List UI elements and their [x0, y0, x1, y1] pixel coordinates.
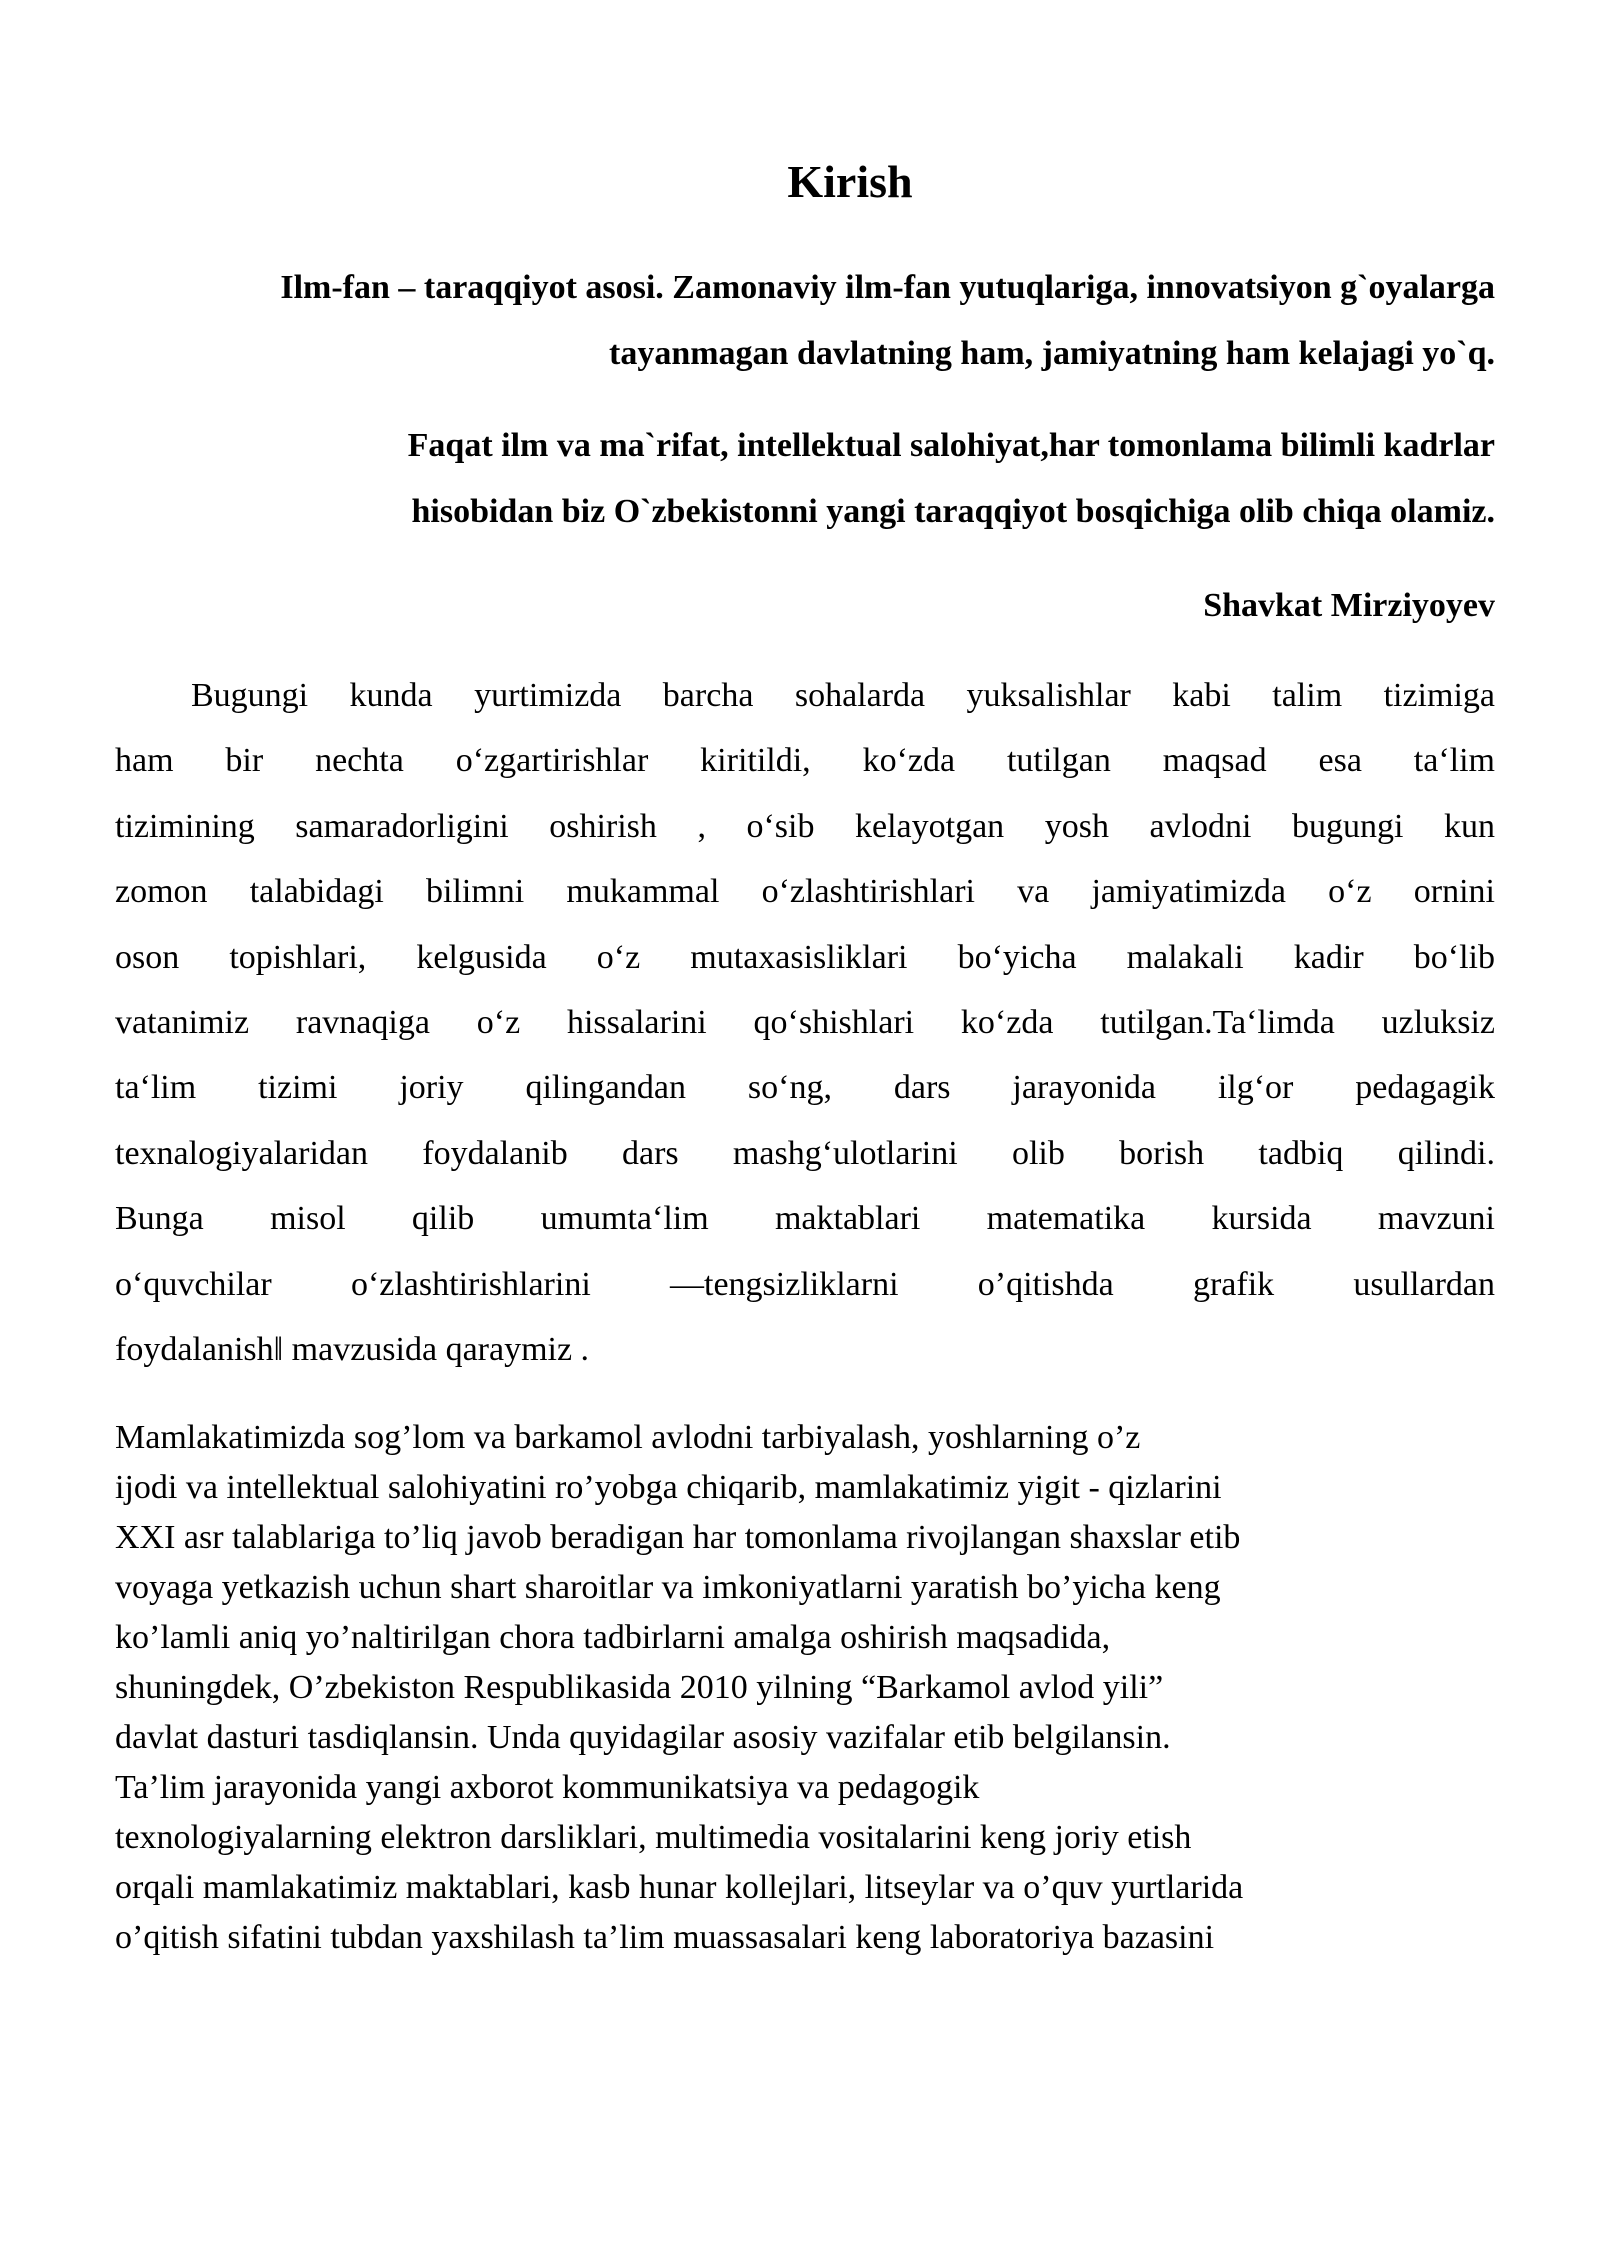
paragraph-intro: [115, 663, 1495, 1382]
paragraph-line: ko’lamli aniq yo’naltirilgan chora tadbirlarni amalga oshirish maqsadida,: [115, 1619, 1111, 1656]
paragraph-line: texnologiyalarning elektron darsliklari, multimedia vositalarini keng joriy etish: [115, 1819, 1192, 1856]
paragraph-line: Mamlakatimizda sog’lom va barkamol avlodni tarbiyalash, yoshlarning o’z: [115, 1419, 1141, 1456]
paragraph-line: zomon talabidagi bilimni mukammal o‘zlashtirishlari va jamiyatimizda o‘z ornini: [115, 873, 1495, 911]
epigraph-quote-2: [140, 413, 1495, 545]
paragraph-line: davlat dasturi tasdiqlansin. Unda quyidagilar asosiy vazifalar etib belgilansin.: [115, 1719, 1171, 1756]
epigraph-quote-1: [140, 255, 1495, 387]
epigraph-line: Ilm-fan – taraqqiyot asosi. Zamonaviy ilm-fan yutuqlariga, innovatsiyon g`oyalarga: [280, 269, 1495, 306]
page-title: Kirish: [787, 156, 913, 207]
paragraph-line: o‘quvchilar o‘zlashtirishlarini ―tengsizliklarni o’qitishda grafik usullardan: [115, 1265, 1495, 1303]
paragraph-line: ta‘lim tizimi joriy qilingandan so‘ng, dars jarayonida ilg‘or pedagagik: [115, 1069, 1495, 1107]
epigraph-line: tayanmagan davlatning ham, jamiyatning ham kelajagi yo`q.: [609, 335, 1495, 372]
epigraph-author: Shavkat Mirziyoyev: [1203, 587, 1495, 624]
paragraph-line: Ta’lim jarayonida yangi axborot kommunikatsiya va pedagogik: [115, 1769, 980, 1806]
paragraph-line: tizimining samaradorligini oshirish , o‘sib kelayotgan yosh avlodni bugungi kun: [115, 807, 1495, 845]
paragraph-line: Bunga misol qilib umumta‘lim maktablari matematika kursida mavzuni: [115, 1200, 1495, 1238]
paragraph-line: voyaga yetkazish uchun shart sharoitlar va imkoniyatlarni yaratish bo’yicha keng: [115, 1569, 1221, 1606]
paragraph-barkamol-avlod: [115, 1413, 1495, 1963]
paragraph-line: orqali mamlakatimiz maktablari, kasb hunar kollejlari, litseylar va o’quv yurtlarida: [115, 1869, 1244, 1906]
paragraph-line: XXI asr talablariga to’liq javob beradigan har tomonlama rivojlangan shaxslar etib: [115, 1519, 1241, 1556]
paragraph-line: texnalogiyalaridan foydalanib dars mashg‘ulotlarini olib borish tadbiq qilindi.: [115, 1134, 1495, 1172]
paragraph-line: oson topishlari, kelgusida o‘z mutaxasisliklari bo‘yicha malakali kadir bo‘lib: [115, 938, 1495, 976]
paragraph-line: Bugungi kunda yurtimizda barcha sohalarda yuksalishlar kabi talim tizimiga: [191, 677, 1495, 714]
paragraph-line: foydalanish‖ mavzusida qaraymiz .: [115, 1330, 590, 1368]
epigraph-line: Faqat ilm va ma`rifat, intellektual salohiyat,har tomonlama bilimli kadrlar: [407, 427, 1495, 464]
paragraph-line: o’qitish sifatini tubdan yaxshilash ta’lim muassasalari keng laboratoriya bazasini: [115, 1919, 1215, 1956]
epigraph-line: hisobidan biz O`zbekistonni yangi taraqqiyot bosqichiga olib chiqa olamiz.: [411, 493, 1495, 530]
paragraph-line: vatanimiz ravnaqiga o‘z hissalarini qo‘shishlari ko‘zda tutilgan.Ta‘limda uzluksiz: [115, 1003, 1495, 1041]
paragraph-line: ham bir nechta o‘zgartirishlar kiritildi, ko‘zda tutilgan maqsad esa ta‘lim: [115, 742, 1495, 780]
paragraph-line: shuningdek, O’zbekiston Respublikasida 2010 yilning “Barkamol avlod yili”: [115, 1669, 1164, 1706]
paragraph-line: ijodi va intellektual salohiyatini ro’yobga chiqarib, mamlakatimiz yigit - qizlarini: [115, 1469, 1222, 1506]
